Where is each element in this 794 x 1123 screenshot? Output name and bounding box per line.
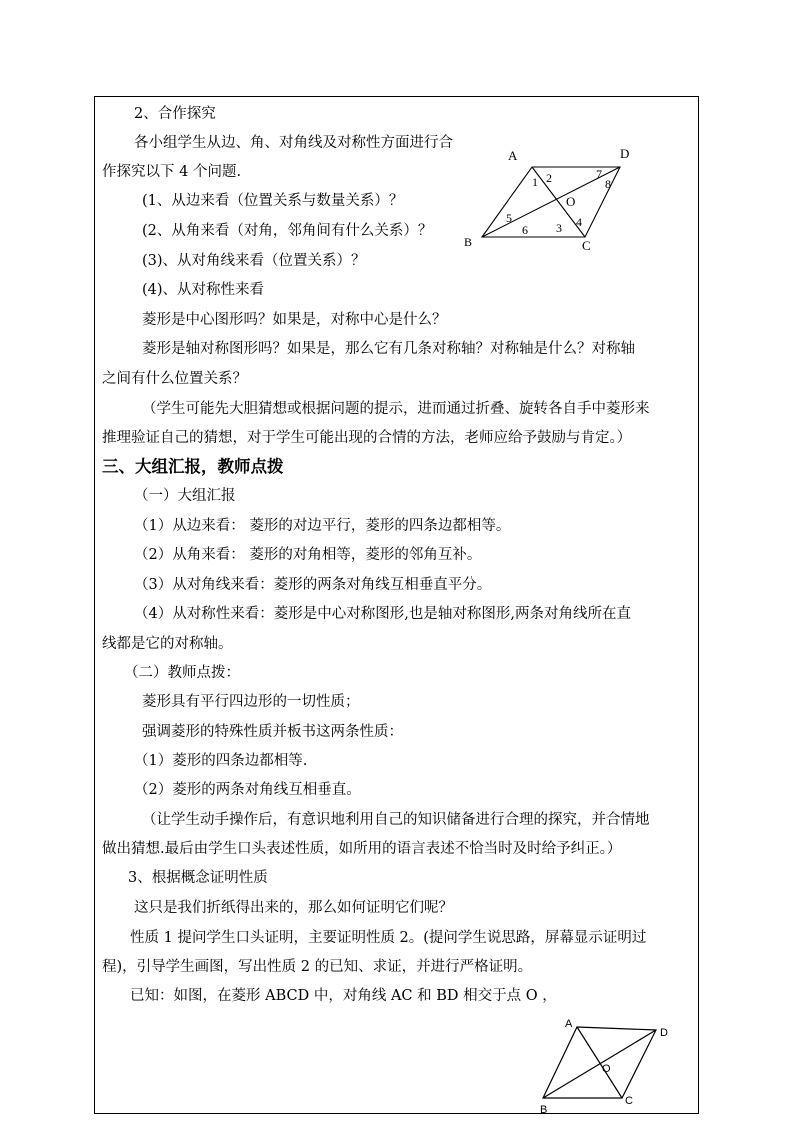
angle-label: 4	[576, 215, 582, 229]
rhombus-diagonal-figure	[535, 1012, 685, 1118]
vertex-label-b: B	[464, 235, 473, 249]
paragraph-line: 强调菱形的特殊性质并板书这两条性质：	[142, 724, 403, 740]
paragraph-line: 菱形具有平行四边形的一切性质；	[142, 694, 360, 710]
paragraph-line: 这只是我们折纸得出来的，那么如何证明它们呢？	[134, 900, 453, 916]
report-item: 线都是它的对称轴。	[102, 636, 233, 652]
vertex-label-c: C	[582, 238, 591, 253]
paragraph-line: 菱形是轴对称图形吗？如果是，那么它有几条对称轴？对称轴是什么？对称轴	[142, 341, 635, 357]
section-heading: 三、大组汇报，教师点拨	[102, 457, 284, 476]
angle-label: 8	[605, 177, 611, 191]
vertex-label-o: O	[566, 194, 576, 209]
paragraph-line: 之间有什么位置关系？	[102, 371, 247, 387]
property-item: （2）菱形的两条对角线互相垂直。	[134, 782, 361, 798]
angle-label: 6	[522, 223, 528, 237]
vertex-label-a: A	[565, 1018, 573, 1030]
angle-label: 1	[532, 175, 538, 189]
report-item: （4）从对称性来看：菱形是中心对称图形,也是轴对称图形,两条对角线所在直	[134, 606, 631, 622]
vertex-label-d: D	[620, 146, 630, 161]
paragraph-line: 性质 1 提问学生口头证明，主要证明性质 2。(提问学生说思路，屏幕显示证明过	[130, 930, 647, 946]
paragraph-line: 菱形是中心图形吗？如果是，对称中心是什么？	[142, 312, 447, 328]
angle-label: 7	[596, 167, 602, 181]
rhombus-angle-figure	[460, 140, 650, 260]
paragraph-line: 作探究以下 4 个问题.	[102, 164, 242, 180]
question-item: (2、从角来看（对角，邻角间有什么关系）？	[142, 223, 433, 239]
vertex-label-c: C	[625, 1095, 633, 1107]
question-item: (4)、从对称性来看	[142, 282, 265, 298]
vertex-label-d: D	[660, 1027, 668, 1039]
given-statement: 已知：如图，在菱形 ABCD 中，对角线 AC 和 BD 相交于点 O ，	[130, 988, 557, 1004]
angle-label: 5	[506, 211, 512, 225]
report-item: （3）从对角线来看：菱形的两条对角线互相垂直平分。	[134, 577, 492, 593]
vertex-label-o: O	[602, 1063, 611, 1075]
report-item: （1）从边来看： 菱形的对边平行，菱形的四条边都相等。	[134, 518, 511, 534]
section-title: 2、合作探究	[134, 106, 216, 122]
question-item: (1、从边来看（位置关系与数量关系）？	[142, 193, 404, 209]
subsection-title: （二）教师点拨：	[124, 665, 240, 681]
vertex-label-b: B	[540, 1104, 548, 1116]
paragraph-line: 各小组学生从边、角、对角线及对称性方面进行合	[134, 135, 453, 151]
subsection-title: （一）大组汇报	[134, 488, 236, 504]
angle-label: 2	[546, 171, 552, 185]
paragraph-line: 推理验证自己的猜想，对于学生可能出现的合情的方法，老师应给予鼓励与肯定。）	[102, 430, 632, 446]
question-item: (3)、从对角线来看（位置关系）？	[142, 253, 366, 269]
vertex-label-a: A	[508, 148, 518, 163]
angle-label: 3	[556, 221, 562, 235]
paragraph-line: 程)，引导学生画图，写出性质 2 的已知、求证，并进行严格证明。	[102, 959, 533, 975]
section-title: 3、根据概念证明性质	[128, 870, 268, 886]
paragraph-line: （让学生动手操作后，有意识地利用自己的知识储备进行合理的探究，并合情地	[142, 812, 650, 828]
paragraph-line: 做出猜想.最后由学生口头表述性质，如所用的语言表述不恰当时及时给予纠正。）	[102, 841, 622, 857]
property-item: （1）菱形的四条边都相等.	[134, 753, 308, 769]
report-item: （2）从角来看： 菱形的对角相等，菱形的邻角互补。	[134, 547, 482, 563]
paragraph-line: （学生可能先大胆猜想或根据问题的提示，进而通过折叠、旋转各自手中菱形来	[142, 401, 650, 417]
